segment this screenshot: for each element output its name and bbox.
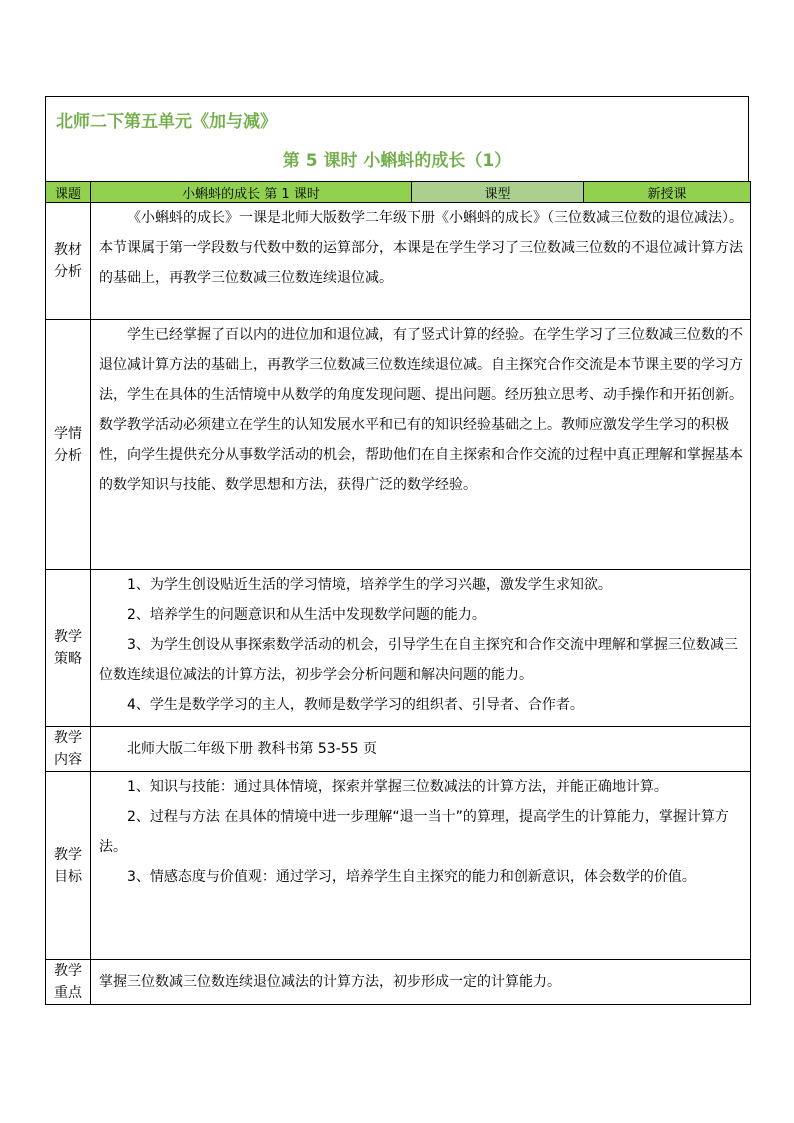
- list-item: 3、为学生创设从事探索数学活动的机会，引导学生在自主探究和合作交流中理解和掌握三位数减三位数连续退位减法的计算方法，初步学会分析问题和解决问题的能力。: [99, 637, 738, 683]
- lesson-plan-table: [45, 181, 751, 1005]
- type-value: 新授课: [584, 182, 751, 203]
- material-analysis-text: 《小蝌蚪的成长》一课是北师大版数学二年级下册《小蝌蚪的成长》（三位数减三位数的退位减法）。 本节课属于第一学段数与代数中数的运算部分，本课是在学生学习了三位数减三位数的不退位减计算方法的基础上，再教学三位数减三位数连续退位减。: [91, 203, 751, 320]
- topic-value: 小蝌蚪的成长 第 1 课时: [91, 182, 412, 203]
- teaching-goals-label: 教学 目标: [46, 772, 91, 960]
- material-analysis-row: [46, 203, 751, 320]
- teaching-keypoint-label: 教学 重点: [46, 960, 91, 1005]
- list-item: 4、学生是数学学习的主人，教师是数学学习的组织者、引导者、合作者。: [127, 697, 584, 713]
- student-analysis-label: 学情 分析: [46, 320, 91, 570]
- teaching-strategy-row: [46, 570, 751, 727]
- teaching-content-text: 北师大版二年级下册 教科书第 53-55 页: [91, 727, 751, 772]
- teaching-keypoint-row: [46, 960, 751, 1005]
- lesson-title: 第 5 课时 小蝌蚪的成长（1）: [282, 151, 512, 171]
- material-analysis-label: 教材 分析: [46, 203, 91, 320]
- type-label: 课型: [412, 182, 584, 203]
- unit-title: 北师二下第五单元《加与减》: [56, 112, 277, 132]
- list-item: 3、情感态度与价值观：通过学习，培养学生自主探究的能力和创新意识，体会数学的价值。: [127, 869, 696, 885]
- info-row: [46, 182, 751, 203]
- list-item: 2、过程与方法 在具体的情境中进一步理解“退一当十”的算理，提高学生的计算能力，掌握计算方法。: [99, 809, 729, 855]
- list-item: 1、为学生创设贴近生活的学习情境，培养学生的学习兴趣，激发学生求知欲。: [127, 577, 612, 593]
- teaching-goals-list: [91, 772, 751, 960]
- teaching-content-label: 教学 内容: [46, 727, 91, 772]
- list-item: 2、培养学生的问题意识和从生活中发现数学问题的能力。: [127, 607, 486, 623]
- teaching-goals-row: [46, 772, 751, 960]
- student-analysis-row: [46, 320, 751, 570]
- document-header: [45, 96, 749, 181]
- student-analysis-text: 学生已经掌握了百以内的进位加和退位减，有了竖式计算的经验。在学生学习了三位数减三位数的不退位减计算方法的基础上，再教学三位数减三位数连续退位减。自主探究合作交流是本节课主要的学习方法，学生在具体的生活情境中从数学的角度发现问题、提出问题。经历独立思考、动手操作和开拓创新。数学教学活动必须建立在学生的认知发展水平和已有的知识经验基础之上。教师应激发学生学习的积极性，向学生提供充分从事数学活动的机会，帮助他们在自主探索和合作交流的过程中真正理解和掌握基本的数学知识与技能、数学思想和方法，获得广泛的数学经验。: [91, 320, 751, 570]
- topic-label: 课题: [46, 182, 91, 203]
- teaching-content-row: [46, 727, 751, 772]
- teaching-strategy-label: 教学 策略: [46, 570, 91, 727]
- teaching-keypoint-text: 掌握三位数减三位数连续退位减法的计算方法，初步形成一定的计算能力。: [91, 960, 751, 1005]
- list-item: 1、知识与技能：通过具体情境，探索并掌握三位数减法的计算方法，并能正确地计算。: [127, 779, 668, 795]
- teaching-strategy-list: [91, 570, 751, 727]
- lesson-plan-sheet: [45, 96, 749, 1005]
